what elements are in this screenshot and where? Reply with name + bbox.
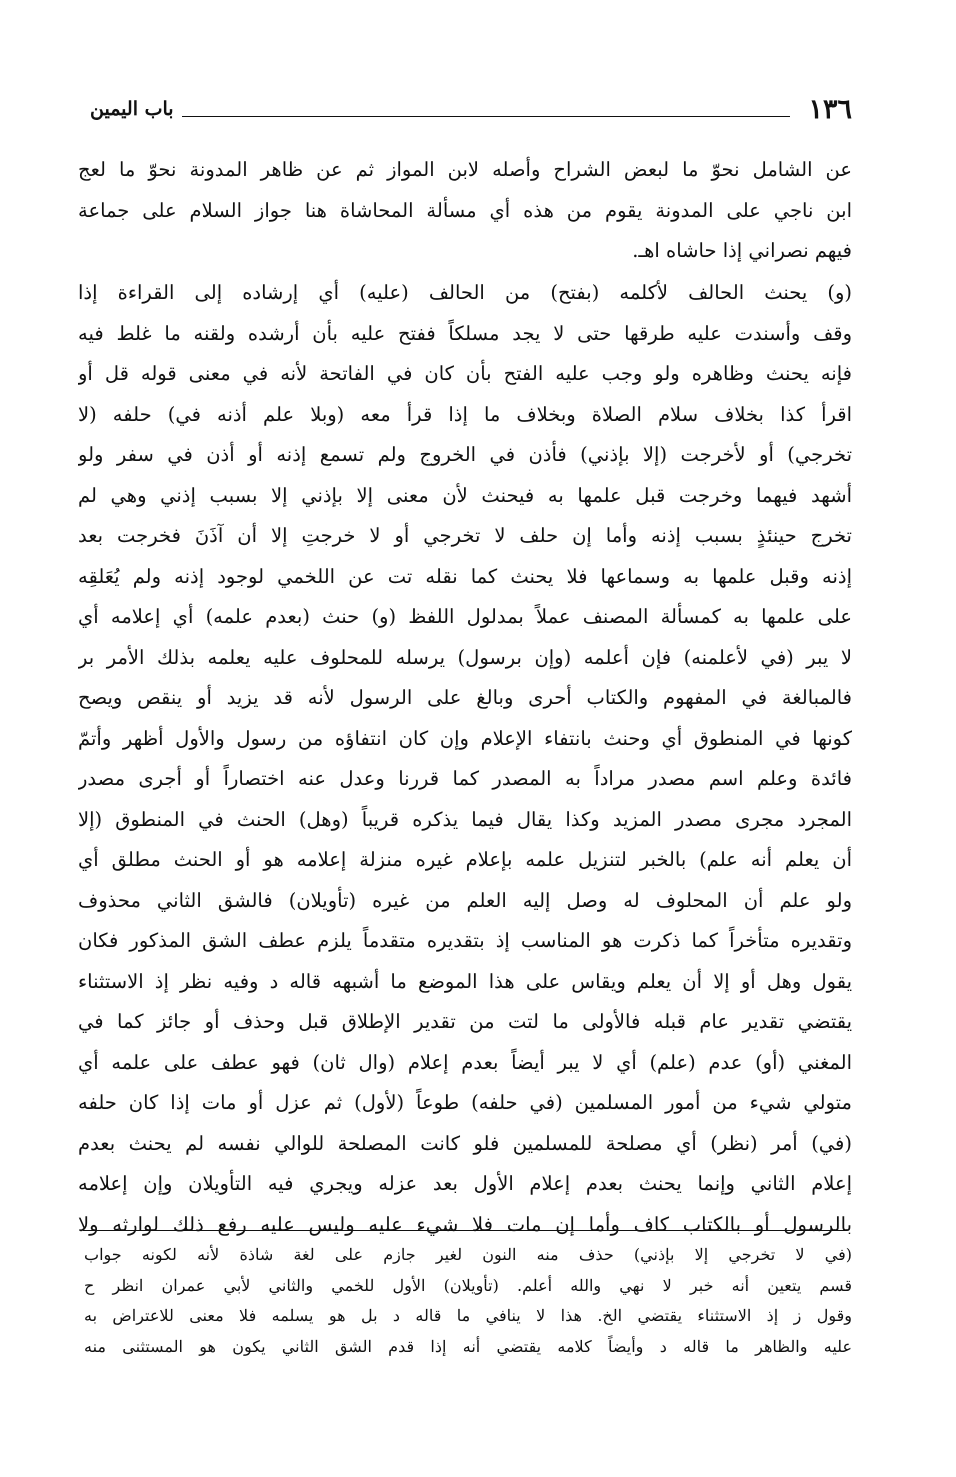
text-line: عن الشامل نحوّ ما لبعض الشراح وأصله لابن المواز ثم عن ظاهر المدونة نحوّ ما لعج [78,158,852,181]
text-line: فالمبالغة في المفهوم والكتاب أحرى وبالغ على الرسول لأنه قد يزيد أو ينقص ويصح [78,686,852,709]
text-line: على علمها به كمسألة المصنف عملاً بمدلول اللفظ (و) حنث (بعدم علمه) أي إعلامه أي [78,605,852,628]
footnote-line: وقول ز إذ الاستثناء يقتضي الخ. هذا لا ينافي ما قاله د بل هو يسلمه فلا معنى للاعتراض به [84,1306,852,1325]
text-line: بالرسول أو بالكتاب كاف وأما إن مات فلا شيء عليه وليس عليه رفع ذلك لوارثه ولا [78,1212,852,1236]
text-line: يقتضي تقدير عام قبله فالأولى ما لتت من تقدير الإطلاق قبل وحذف أو جائز كما في [78,1010,852,1033]
header-rule [182,116,791,117]
text-line: (و) يحنث الحالف لأكلمه (بفتح) من الحالف (عليه) أي إرشاده إلى القراءة إذا [78,281,852,304]
text-line: تخرجي) أو لأخرجت (إلا بإذني) فأذن في الخروج ولم تسمع إذنه أو أذن في سفر ولو [78,443,852,466]
text-line: متولي شيء من أمور المسلمين (في حلفه) طوعاً (لأول) ثم عزل أو مات إذا كان حلفه [78,1091,852,1114]
text-line: لا يبر (في لأعلمنه) فإن أعلمه (وإن برسول) يرسله للمحلوف عليه يعلمه بذلك الأمر بر [78,645,852,669]
footnote-line: قسم يتعين أنه خبر لا نهي والله أعلم. (تأويلان) الأول للخمي والثاني لأبي عمران انظر ح [84,1275,852,1295]
footnotes [84,1240,852,1362]
footnote-separator [83,1230,847,1231]
page-header [90,92,852,126]
text-line: وقف وأسندت عليه طرقها حتى لا يجد مسلكاً ففتح عليه بأن أرشده ولقنه ما غلط فيه [78,321,852,345]
text-line: إعلام الثاني وإنما يحنث بعدم إعلام الأول بعد عزله ويجري فيه التأويلان وإن إعلامه [78,1172,852,1195]
text-line: أشهد فيهما وخرجت قبل علمها به فيحنث لأن معنى إلا بإذني إلا بسبب إذني وهي لم [78,483,852,507]
chapter-title: باب اليمين [90,98,174,120]
main-text [78,150,852,1245]
text-line: يقول وهل أو إلا أن يعلم ويقاس على هذا الموضع ما أشبهه قاله د وفيه نظر إذ الاستثناء [78,969,852,993]
text-line: ابن ناجي على المدونة يقوم من هذه أي مسألة المحاشاة هنا جواز السلام على جماعة [78,198,852,222]
text-line: وتقديره متأخراً كما ذكرت هو المناسب إذ بتقديره متقدماً يلزم عطف الشق المذكور فكان [78,929,852,952]
text-line: فائدة وعلم اسم مصدر مراداً به المصدر كما قررنا وعدل عنه اختصاراً أو أجرى مصدر [78,767,852,790]
page-number: ١٣٦ [808,93,852,125]
text-line: تخرج حينئذٍ بسبب إذنه وأما إن حلف لا تخرجي أو لا خرجتِ إلا أن آذَنَ فخرجت بعد [78,524,852,547]
footnote-line: عليه والظاهر ما قاله د وأيضاً كلامه يقتضي أنه إذا قدم الشق الثاني يكون هو المستثنى منه [84,1336,852,1356]
footnote-line: (في لا تخرجي إلا بإذني) حذف منه النون لغير جازم على لغة شاذة لأنه لكونه جواب [84,1245,852,1264]
text-line: إذنه وقبل علمها به وسماعها فلا يحنث كما نقله تت عن اللخمي لوجود إذنه ولم يُعَلقِه [78,564,852,588]
text-line: فيهم نصراني إذا حاشاه اهـ. [632,239,852,262]
text-line: كونها في المنطوق أي وحنث بانتفاء الإعلام وإن كان انتفاؤه من رسول والأول أظهر وأتمّ [78,726,852,750]
text-line: اقرأ كذا بخلاف سلام الصلاة وبخلاف ما إذا قرأ معه (وبلا علم أذنه في) حلفه (لا [78,402,852,426]
text-line: أن يعلم أنه علم) بالخبر لتنزيل علمه بإعلام غيره منزلة إعلامه هو أو الحنث مطلق أي [78,848,852,871]
text-line: ولو علم أن المحلوف له وصل إليه العلم من غيره (تأويلان) فالشق الثاني محذوف [78,888,852,912]
text-line: المغني (أو) عدم (علم) أي لا يبر أيضاً بعدم إعلام (وال ثان) فهو عطف على علمه أي [78,1050,852,1074]
text-line: (في) أمر (نظر) أي مصلحة للمسلمين فلو كانت المصلحة للوالي نفسه لم يحنث بعدم [78,1131,852,1155]
text-line: المجرد مجرى مصدر المزيد وكذا يقال فيما يذكره قريباً (وهل) الحنث في المنطوق (إلا [78,807,852,831]
text-line: فإنه يحنث وظاهره ولو وجب عليه الفتح بأن كان في الفاتحة لأنه في معنى قوله قل أو [78,362,852,385]
